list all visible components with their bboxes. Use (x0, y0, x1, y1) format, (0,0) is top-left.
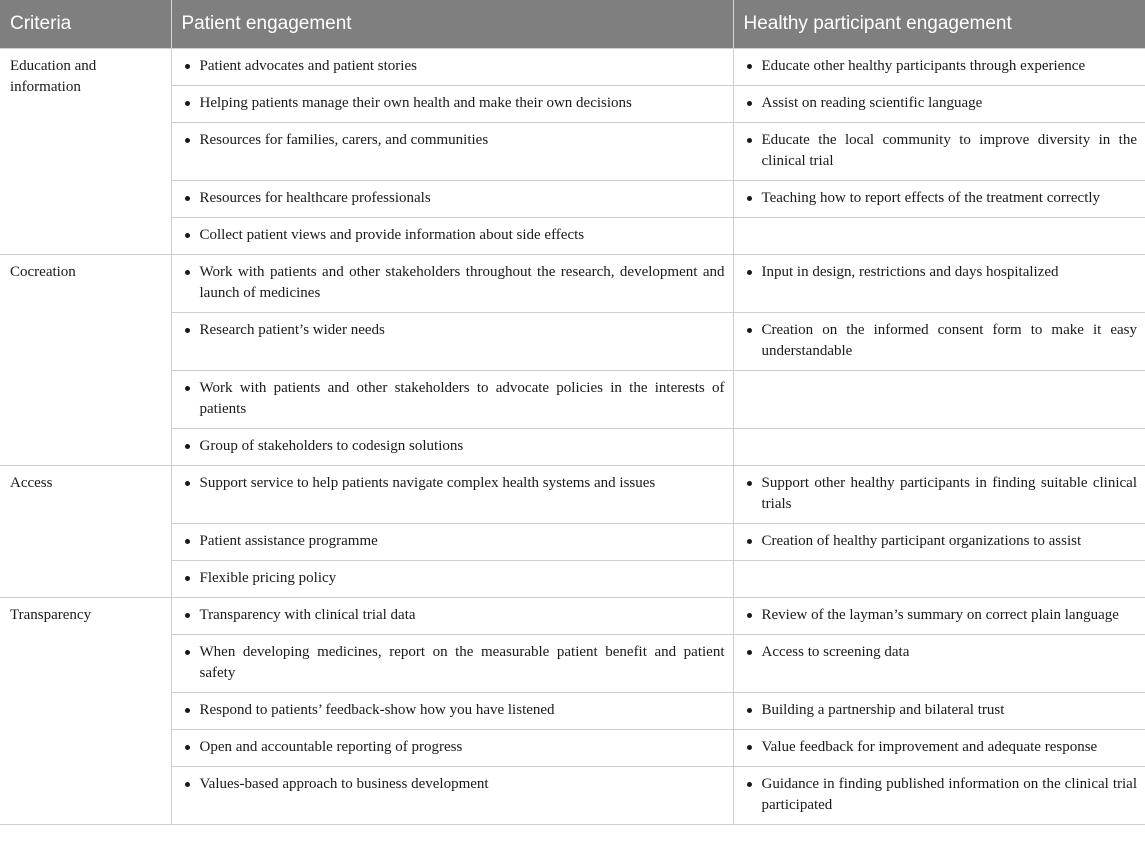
patient-cell (171, 561, 733, 598)
bullet-item: Building a partnership and bilateral trust (744, 700, 1138, 721)
bullet-item: Assist on reading scientific language (744, 93, 1138, 114)
healthy-cell (733, 767, 1145, 825)
bullet-item: Guidance in finding published information on the clinical trial participated (744, 774, 1138, 816)
table-row (0, 561, 1145, 598)
bullet-item: Work with patients and other stakeholders throughout the research, development and launch of medicines (182, 262, 725, 304)
healthy-cell (733, 123, 1145, 181)
bullet-item: Support service to help patients navigate complex health systems and issues (182, 473, 725, 494)
bullet-item: Flexible pricing policy (182, 568, 725, 589)
bullet-item: Access to screening data (744, 642, 1138, 663)
table-row (0, 371, 1145, 429)
patient-cell (171, 730, 733, 767)
healthy-cell (733, 313, 1145, 371)
healthy-cell (733, 466, 1145, 524)
header-healthy-participant-engagement: Healthy participant engagement (733, 0, 1145, 49)
table-row (0, 49, 1145, 86)
table-row (0, 313, 1145, 371)
healthy-cell (733, 255, 1145, 313)
patient-cell (171, 181, 733, 218)
patient-cell (171, 49, 733, 86)
bullet-item: Respond to patients’ feedback-show how you have listened (182, 700, 725, 721)
criteria-cell: Access (0, 466, 171, 598)
bullet-item: Review of the layman’s summary on correct plain language (744, 605, 1138, 626)
bullet-item: Patient assistance programme (182, 531, 725, 552)
bullet-item: Educate other healthy participants through experience (744, 56, 1138, 77)
bullet-item: Helping patients manage their own health and make their own decisions (182, 93, 725, 114)
healthy-cell (733, 181, 1145, 218)
healthy-cell (733, 730, 1145, 767)
table-row (0, 767, 1145, 825)
healthy-cell (733, 693, 1145, 730)
table-row (0, 466, 1145, 524)
header-criteria: Criteria (0, 0, 171, 49)
criteria-cell: Transparency (0, 598, 171, 825)
criteria-cell: Education and information (0, 49, 171, 255)
bullet-item: Support other healthy participants in finding suitable clinical trials (744, 473, 1138, 515)
healthy-cell (733, 635, 1145, 693)
bullet-item: Input in design, restrictions and days hospitalized (744, 262, 1138, 283)
patient-cell (171, 693, 733, 730)
table-row (0, 598, 1145, 635)
healthy-cell (733, 49, 1145, 86)
table-row (0, 86, 1145, 123)
bullet-item: Creation of healthy participant organizations to assist (744, 531, 1138, 552)
table-row (0, 730, 1145, 767)
bullet-item: Educate the local community to improve diversity in the clinical trial (744, 130, 1138, 172)
table-row (0, 429, 1145, 466)
bullet-item: Transparency with clinical trial data (182, 605, 725, 626)
table-row (0, 181, 1145, 218)
bullet-item: Resources for families, carers, and communities (182, 130, 725, 151)
table-row (0, 635, 1145, 693)
patient-cell (171, 313, 733, 371)
table-row (0, 123, 1145, 181)
healthy-cell (733, 598, 1145, 635)
table-body (0, 49, 1145, 825)
bullet-item: Patient advocates and patient stories (182, 56, 725, 77)
table-header (0, 0, 1145, 49)
criteria-cell: Cocreation (0, 255, 171, 466)
bullet-item: Resources for healthcare professionals (182, 188, 725, 209)
bullet-item: Creation on the informed consent form to make it easy understandable (744, 320, 1138, 362)
bullet-item: Collect patient views and provide information about side effects (182, 225, 725, 246)
header-row (0, 0, 1145, 49)
bullet-item: Open and accountable reporting of progress (182, 737, 725, 758)
patient-cell (171, 218, 733, 255)
healthy-cell-empty (733, 218, 1145, 255)
patient-cell (171, 86, 733, 123)
table-row (0, 255, 1145, 313)
bullet-item: Values-based approach to business development (182, 774, 725, 795)
bullet-item: Group of stakeholders to codesign solutions (182, 436, 725, 457)
bullet-item: When developing medicines, report on the measurable patient benefit and patient safety (182, 642, 725, 684)
patient-cell (171, 255, 733, 313)
patient-cell (171, 598, 733, 635)
patient-cell (171, 123, 733, 181)
healthy-cell (733, 524, 1145, 561)
bullet-item: Work with patients and other stakeholders to advocate policies in the interests of patients (182, 378, 725, 420)
patient-cell (171, 466, 733, 524)
header-patient-engagement: Patient engagement (171, 0, 733, 49)
patient-cell (171, 371, 733, 429)
bullet-item: Value feedback for improvement and adequate response (744, 737, 1138, 758)
healthy-cell-empty (733, 371, 1145, 429)
patient-cell (171, 524, 733, 561)
patient-cell (171, 767, 733, 825)
patient-cell (171, 635, 733, 693)
table-row (0, 524, 1145, 561)
patient-cell (171, 429, 733, 466)
table-row (0, 693, 1145, 730)
table-row (0, 218, 1145, 255)
healthy-cell (733, 86, 1145, 123)
healthy-cell-empty (733, 429, 1145, 466)
bullet-item: Research patient’s wider needs (182, 320, 725, 341)
bullet-item: Teaching how to report effects of the treatment correctly (744, 188, 1138, 209)
healthy-cell-empty (733, 561, 1145, 598)
